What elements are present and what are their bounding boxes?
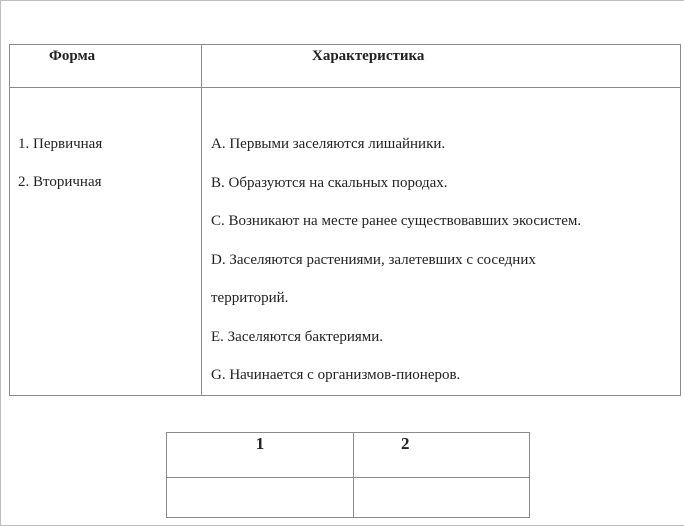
answer-header-1: 1 xyxy=(167,433,354,478)
header-characteristic: Характеристика xyxy=(202,45,681,88)
matching-table-body-row xyxy=(10,88,681,396)
answer-cell-1[interactable] xyxy=(167,478,354,518)
forms-list xyxy=(10,88,201,201)
header-form: Форма xyxy=(10,45,202,88)
form-item-secondary: 2. Вторичная xyxy=(18,174,102,190)
forms-cell xyxy=(10,88,202,396)
form-item-primary: 1. Первичная xyxy=(18,136,103,152)
characteristics-cell xyxy=(202,88,681,396)
characteristic-c: C. Возникают на месте ранее существовавших экосистем. xyxy=(211,213,582,229)
answer-table-header-row xyxy=(167,433,530,478)
characteristic-e: E. Заселяются бактериями. xyxy=(211,328,384,345)
characteristic-d: D. Заселяются растениями, залетевших с соседних xyxy=(211,251,536,268)
matching-table xyxy=(9,44,681,396)
characteristic-g: G. Начинается с организмов-пионеров. xyxy=(211,367,461,383)
characteristics-list xyxy=(202,88,680,395)
characteristic-b: B. Образуются на скальных породах. xyxy=(211,174,448,191)
characteristic-d-continuation: территорий. xyxy=(211,290,289,306)
answer-cell-2[interactable] xyxy=(354,478,530,518)
matching-table-header-row xyxy=(10,45,681,88)
answer-table-input-row xyxy=(167,478,530,518)
characteristic-a: A. Первыми заселяются лишайники. xyxy=(211,136,446,152)
answer-table xyxy=(166,432,530,518)
answer-header-2: 2 xyxy=(354,433,530,478)
